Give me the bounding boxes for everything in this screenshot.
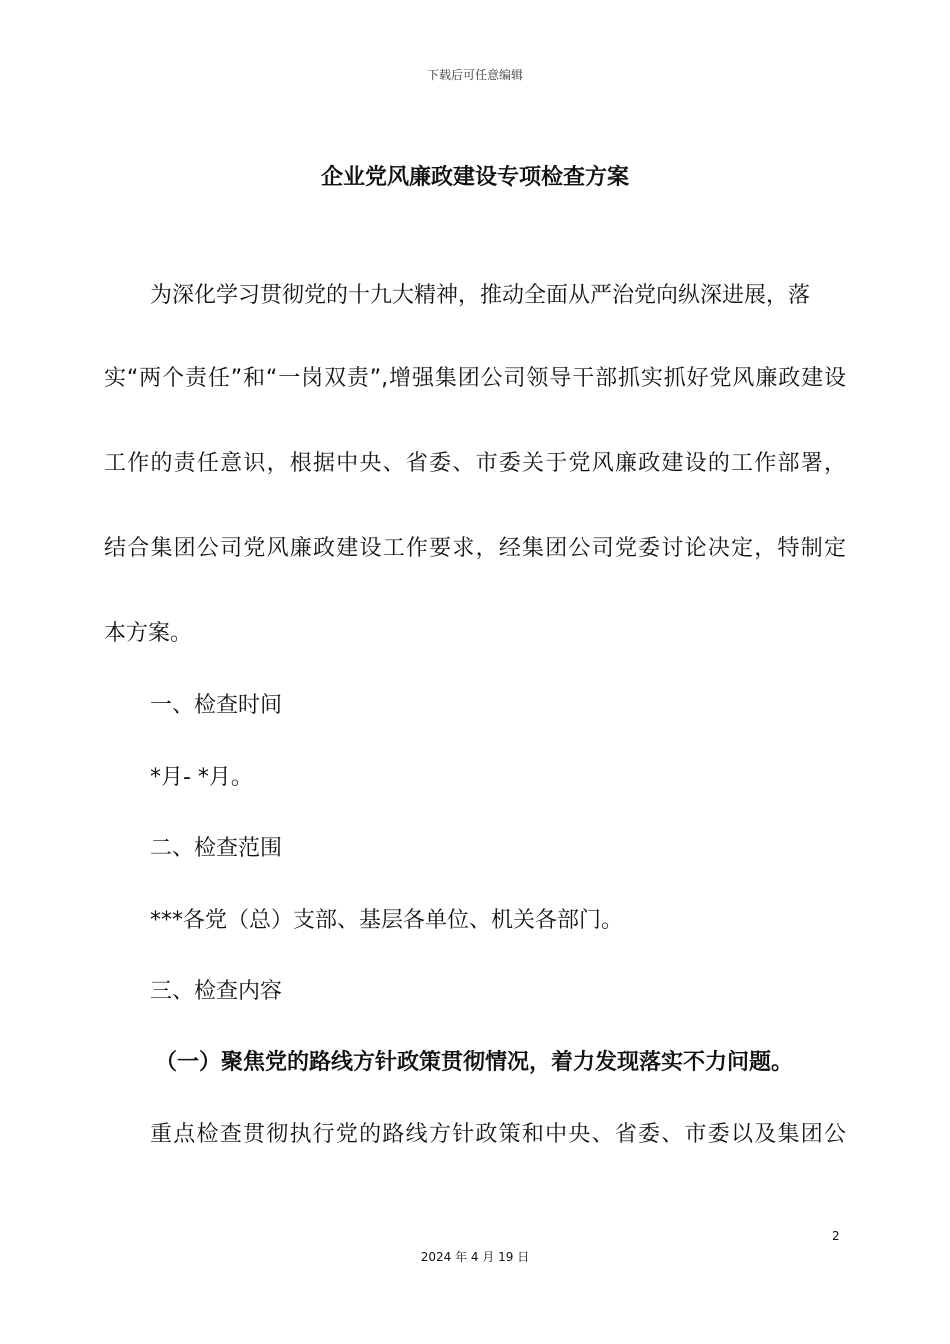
intro-line-5: 本方案。 — [104, 621, 193, 646]
section-heading-content: 三、检查内容 — [150, 979, 283, 1004]
intro-line-3: 工作的责任意识，根据中央、省委、市委关于党风廉政建设的工作部署， — [104, 451, 846, 476]
document-title: 企业党风廉政建设专项检查方案 — [320, 165, 629, 190]
intro-line-2: 实“两个责任”和“一岗双责”,增强集团公司领导干部抓实抓好党风廉政建设 — [104, 366, 846, 391]
footer-date: 2024 年 4 月 19 日 — [420, 1250, 530, 1264]
section-heading-time: 一、检查时间 — [150, 693, 283, 718]
section-heading-scope: 二、检查范围 — [150, 836, 283, 861]
header-note: 下载后可任意编辑 — [426, 68, 523, 82]
intro-line-4: 结合集团公司党风廉政建设工作要求，经集团公司党委讨论决定，特制定 — [104, 536, 846, 561]
page-number: 2 — [832, 1229, 840, 1243]
section-body-scope: ***各党（总）支部、基层各单位、机关各部门。 — [150, 908, 624, 933]
continuation-line: 重点检查贯彻执行党的路线方针政策和中央、省委、市委以及集团公 — [150, 1122, 846, 1147]
intro-line-1: 为深化学习贯彻党的十九大精神，推动全面从严治党向纵深进展，落 — [150, 283, 811, 308]
subheading-1: （一）聚焦党的路线方针政策贯彻情况，着力发现落实不力问题。 — [155, 1050, 794, 1075]
section-body-time: *月- *月。 — [150, 765, 253, 790]
